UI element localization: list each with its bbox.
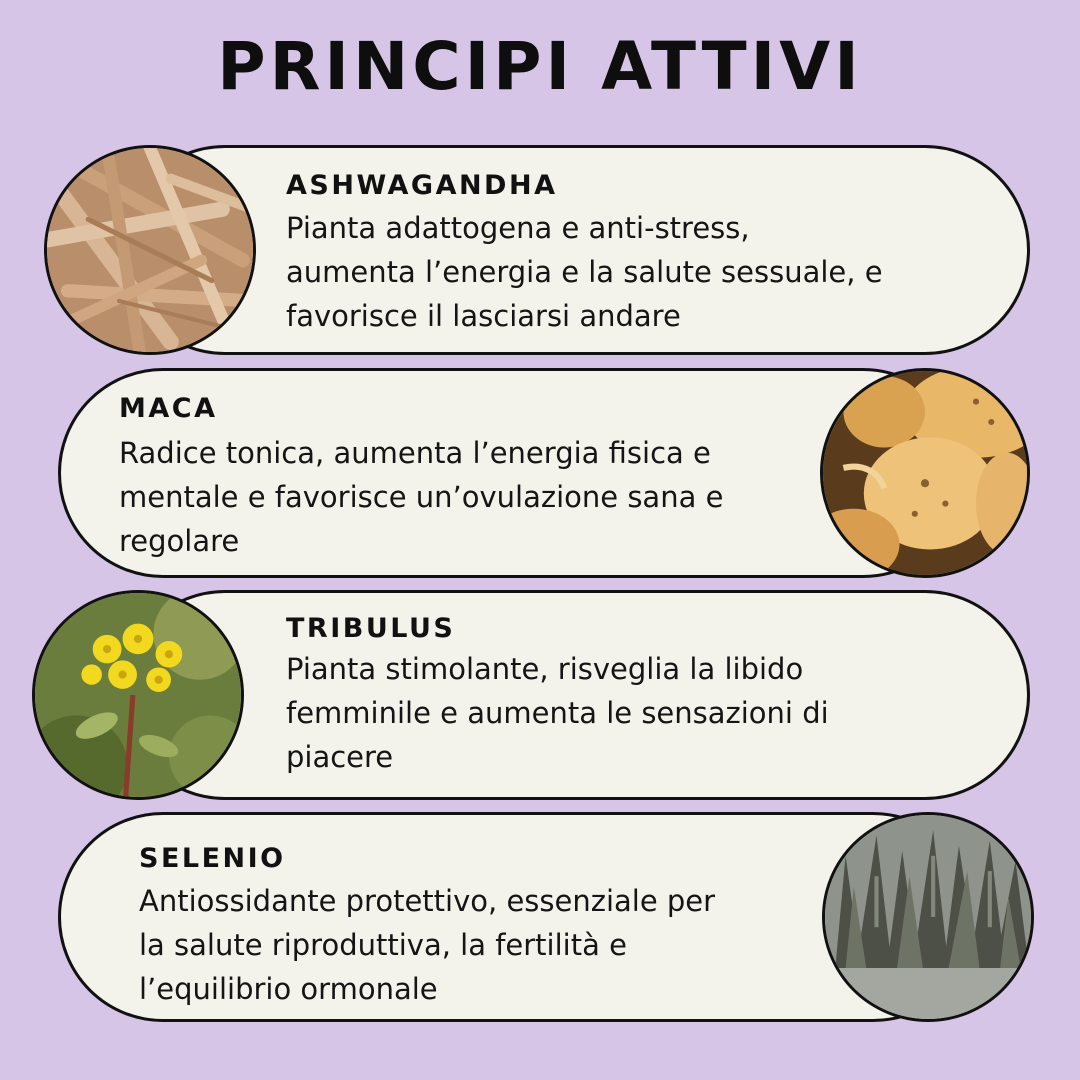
description-line: piacere bbox=[286, 740, 394, 774]
description-line: Pianta adattogena e anti-stress, bbox=[286, 211, 750, 245]
description-line: la salute riproduttiva, la fertilità e bbox=[139, 928, 627, 962]
ingredient-description bbox=[286, 647, 829, 779]
description-line: l’equilibrio ormonale bbox=[139, 972, 438, 1006]
ingredient-description bbox=[139, 879, 715, 1011]
ingredient-card-tribulus bbox=[120, 590, 1030, 800]
ingredient-card-ashwagandha bbox=[120, 145, 1030, 355]
ingredient-name: ASHWAGANDHA bbox=[286, 170, 558, 201]
description-line: femminile e aumenta le sensazioni di bbox=[286, 696, 829, 730]
tribulus-flower-photo bbox=[32, 590, 244, 800]
description-line: aumenta l’energia e la salute sessuale, e bbox=[286, 255, 883, 289]
description-line: Antiossidante protettivo, essenziale per bbox=[139, 884, 716, 918]
ingredient-name: TRIBULUS bbox=[286, 613, 456, 644]
description-line: Pianta stimolante, risveglia la libido bbox=[286, 652, 804, 686]
ingredient-name: SELENIO bbox=[139, 843, 286, 874]
maca-root-photo bbox=[820, 368, 1030, 578]
description-line: favorisce il lasciarsi andare bbox=[286, 299, 681, 333]
ingredient-name: MACA bbox=[119, 393, 218, 424]
ashwagandha-roots-photo bbox=[44, 145, 256, 355]
description-line: Radice tonica, aumenta l’energia fisica e bbox=[119, 436, 711, 470]
ingredient-description bbox=[286, 206, 883, 338]
ingredient-description bbox=[119, 431, 723, 563]
selenium-mineral-photo bbox=[822, 812, 1034, 1022]
description-line: regolare bbox=[119, 524, 240, 558]
description-line: mentale e favorisce un’ovulazione sana e bbox=[119, 480, 724, 514]
page-title: PRINCIPI ATTIVI bbox=[217, 28, 863, 105]
